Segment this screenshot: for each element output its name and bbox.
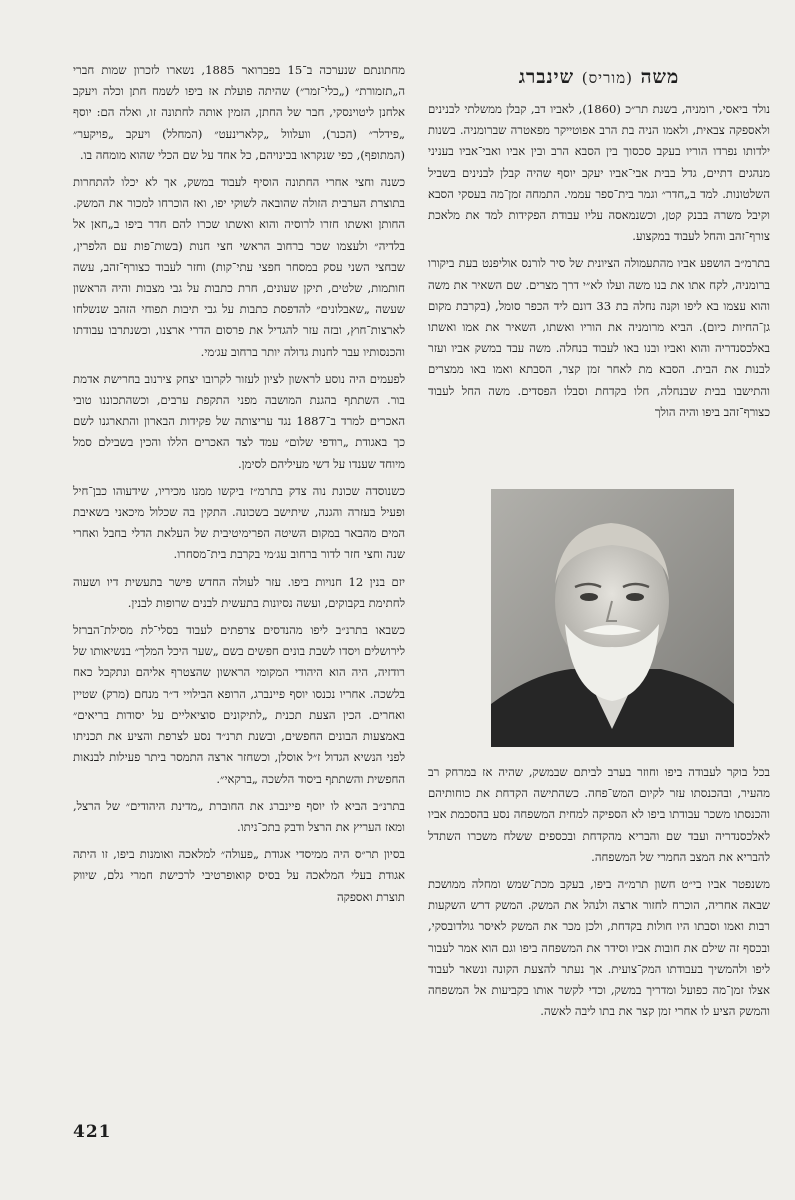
title-surname: שינברג: [518, 66, 575, 88]
right-bottom-column: [428, 762, 770, 1028]
paragraph: כשנוסדה שכונת נוה צדק בתרמ״ז ביקשו ממנו מכיריו, שידעוהו כבן־חיל ופעיל בעזרה והגנה, שיתישב בשכונה. התקין בה שכלול מיכאני בשאיבת המים מהבאר במקום השיטה הפרימיטיבית של העלאת הדלי בחבל ואחרי שנה וחצי חזר לדור ברחוב עג׳מי בקרבת בית־מסחרו.: [73, 483, 405, 562]
paragraph: לפעמים היה נוסע לראשון לציון לעזור לקרובו יצחק צירנוב בחרישת אדמת בור. השתתף בהגנת המושבה מפני התקפת ערבים, וכשהתכוננו טובי האכרים למרד ב־1887 נגד עריצותה של פקידות הבארון והתארגנו לשם כך באגודת „רודפי שלום״ עמד לצד האכרים הללו והכין בשבילם סמל מיוחד שענדו על דשי מעיליהם לסימן.: [73, 371, 405, 471]
paragraph: כשנה וחצי אחרי החתונה הוסיף לעבוד במשק, אך לא יכלו להתחרות בתוצרת הערבית הזולה שהובאה לשוקי יפו, ואז הוכרחו למכור את המשק. החותן ואשתו חזרו לרוסיה והוא ואשתו שכרו להם חדר ביפו ב„חאן אל בלדיה״ ולעצמו שכר ברחוב הראשי חצי חנות (בשות־פות עם הלפרין, שבחצי השני עסק במסחר חפצי עתי־קות) וחזר לעבוד כצורף־זהב, עשה חותמות, שלטים, תיקן שעונים, חרת כתבות על גבי מצבות והיה הראשון שעשה „שאבלונים״ להדפסת כתבות על גבי תיבות תפוחי הזהב שנשלחו לארצות־חוץ, ובזה עזר להגדיל את פרסום הדרי ארצנו, וכשנתרבו עבודתו והכנסותיו עבר לחנות גדולה יותר ברחוב עג׳מי.: [73, 175, 405, 359]
paragraph: כשבאו בתרנ״ב ליפו מהנדסים צרפתים לעבוד בסלי־לת מסילת־הברזל לירושלים ויסדו לשבת בונים חפשים בשם „שער היכל המלך״ בנשיאותו של רודזיה, היה הוא היהודי המקומי הראשון שהצטרף אליהם ונתקבל כאח בלשכה. אחריו נכנסו יוסף פיינברג, הרופא הבילויי ד״ר מנחם (מרק) שטיין ואחרים. הכין הצעת תכנית „לתיקונים סוציאליים על יסודות בריאים״ באמצעות הבונים החפשים, ובשנת תרנ״ד נסע לצרפת והציע את תכניתו לפני הנשיא הגדול ז״ל אוסלן, וכשחזר ארצה התמסר ביתר פעילות לבנאות החפשית והשתתף ביסוד הלשכה „ברקאי״.: [73, 623, 405, 786]
title-nickname: (מוריס): [581, 69, 633, 87]
paragraph: בסיון תר״ס היה ממיסדי אגודת „פעולה״ למלאכה ואומנות ביפו, זו היתה אגודת בעלי המלאכה על בסיס קואופרטיבי לרכישת חמרי גלם, שיווק תוצרת ואספקה: [73, 847, 405, 904]
paragraph: משנפטר אביו בי״ט חשון תרמ״ה ביפו, בעקב מכת־שמש ומחלה ממושכת שבאה אחריה, הוכרח לחזור ארצה ולנהל את המשק. המשק דרש השקעות רבות ואמו וסבתו היו חולות בקדחת, ולכן מכר את המשק לאיסר גולדובסקי, ובכסף זה שילם את חובות אביו וסידר את המשפחה ביפו וגם הוא אמר לעבור ליפו ולהמשיך בעבודתו המק־צועית. אך נעתר להצעת הקונה ונשאר לעבוד אצלו זמן־מה כפועל ומדריך במשק, וכדי לקשר אותו בקביעות אל המשפחה והמשק הציע לו אחרי זמן קצר את בתו ליבה לאשה.: [428, 877, 770, 1019]
portrait-photo-icon: [491, 489, 734, 747]
paragraph: בתרמ״ב הושפע אביו מהתעמולה הציונית של סיר לורנס אוליפנט בעת ביקורו ברומניה, לקח אתו את בנו משה ועלו לא״י דרך מצרים. שם השאיר את משה והוא עצמו בא ליפו וקנה נחלה בת 33 דונם ליד הכפר סומל, (בקרבת מקום גן־החיות כיום). הביא מרומניה את הוריו ואשתו, השאיר את אמו ואשתו באלכסנדריה והוא ואביו ובנו באו לעבוד בנחלה. משה עבד במשק אביו ועזר לבנות את הבית. הסבא מת לאחר זמן קצר, הסבתא ואמו באו ממצרים והתישבו בבית שבנחלה, חלו בקדחת וסבלו הפסדים. משה החל לעבוד כצורף־זהב ביפו והיה הולך: [428, 256, 770, 419]
paragraph: מחתונתם שנערכה ב־15 בפברואר 1885, נשארו לזכרון שמות חברי ה„תזמורת״ („כלי־זמר״) שהיתה פועלת אז ביפו לשמח חתן וכלה ויעקב אלחנן ליטוינסקי, חבר של החתן, הזמין אותה לחתונה זו, ואלה הם: יוסף „פידלר״ (הכנר), וועלוול „קלארינעט״ (המחלל) ויעקב „פויקער״ (המתופף), כפי שנקראו בכינויהם, כל אחד על שם הכלי שהוא מומחה בו.: [73, 63, 405, 162]
paragraph: נולד ביאסי, רומניה, בשנת תר״כ (1860), לאביו דב, קבלן ממשלתי לבנינים ולאספקה צבאית, ולאמו הניה בת הרב אפוטייקר מפאטרה שברומניה. בשנות ילדותו נפרדו הוריו בעקב סכסוך בין הסבא הרב ובין אביו ואבי־אביו בעניני מנהגים דתיים, גדל בבית אבי־אביו יעקב יוסף שהיה קבלן לבנינים בשביל השלטונות. למד ב„חדר״ וגמר בית־ספר עממי. התמחה זמן־מה בעסקי הסבא וקיבל משרה בבנק קטן, וכשנמאסה עליו עבודת הפקידות למד את מלאכת צורף־זהב והחל לעבוד במקצוע.: [428, 102, 771, 244]
title-first-name: משה: [640, 66, 680, 88]
paragraph: בתרנ״ב הביא לו יוסף פיינברג את החוברת „מדינת היהודים״ של הרצל, ומאז העריץ את הרצל ודבק בתכ־ניתו.: [73, 798, 405, 834]
paragraph: בכל בוקר לעבודה ביפו וחוזר בערב לביתם שבמשק, שהיה אז במרחק רב מהעיר, ובהכנסתו עזר לקיום המש־פחה. כשהתישה הקדחת את כוחותיהם והכנסתו משכר עבודתו ביפו לא הספיקה למחית המשפחה נסע בהסכמת אביו לאלכסנדריה ועבד שם והבריא מהקדחת ובכספים ששלח משכרו השתדל להבריא את המצב החמרי של המשפחה.: [428, 765, 770, 864]
page-number: 421: [73, 1122, 112, 1142]
portrait-photo: [491, 489, 734, 747]
left-column: [73, 60, 405, 914]
paragraph: יזם בנין 12 חנויות ביפו. עזר לעולה החדש פישר בתעשית דיו ושעוה לחתימת בקבוקים, ועשה נסיונות בתעשית לבנים שרופות לבנין.: [73, 574, 405, 610]
right-column: [428, 60, 770, 429]
article-title: [428, 64, 770, 91]
